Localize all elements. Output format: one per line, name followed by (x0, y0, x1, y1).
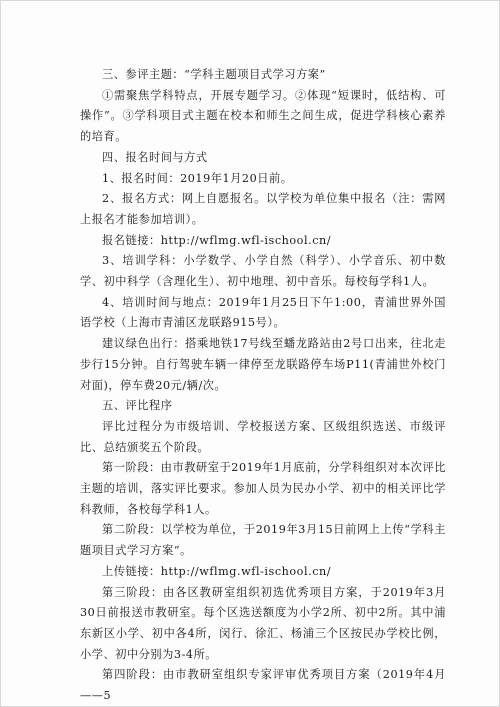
section-4-heading: 四、报名时间与方式 (102, 150, 208, 164)
stage-2: 第二阶段：以学校为单位，于2019年3月15日前网上上传“学科主题项目式学习方案”。 (80, 523, 446, 558)
registration-link: 报名链接：http://wflmg.wfl-ischool.cn/ (102, 233, 332, 247)
stage-3: 第三阶段：由各区教研室组织初选优秀项目方案，于2019年3月30日前报送市教研室。每个区选送额度为小学2所、初中2所。其中浦东新区小学、初中各4所，闵行、徐汇、杨浦三个区按民办学校比例，小学、初中分别为3-4所。 (80, 585, 446, 661)
evaluation-overview: 评比过程分为市级培训、学校报送方案、区级组织选送、市级评比、总结颁奖五个阶段。 (80, 419, 446, 454)
document-body (80, 65, 446, 707)
section-3-requirements: ①需聚焦学科特点，开展专题学习。②体现“短课时，低结构、可操作”。③学科项目式主题在校本和师生之间生成，促进学科核心素养的培育。 (80, 88, 446, 144)
green-travel-advice: 建议绿色出行：搭乘地铁17号线至蟠龙路站由2号口出来，往北走步行15分钟。自行驾驶车辆一律停至龙联路停车场P11(青浦世外校门对面)，停车费20元/辆/次。 (80, 337, 446, 392)
training-time-location: 4、培训时间与地点：2019年1月25日下午1:00，青浦世界外国语学校（上海市青浦区龙联路915号）。 (80, 295, 446, 330)
stage-1: 第一阶段：由市教研室于2019年1月底前，分学科组织对本次评比主题的培训，落实评比要求。参加人员为民办小学、初中的相关评比学科教师，各校每学科1人。 (80, 461, 446, 516)
stage-4: 第四阶段：由市教研室组织专家评审优秀项目方案（2019年4月——5 (80, 668, 446, 703)
section-3-heading: 三、参评主题：“学科主题项目式学习方案” (102, 68, 326, 81)
training-subjects: 3、培训学科：小学数学、小学自然（科学）、小学音乐、初中数学、初中科学（含理化生）、初中地理、初中音乐。每校每学科1人。 (80, 254, 446, 289)
upload-link: 上传链接：http://wflmg.wfl-ischool.cn/ (102, 564, 332, 578)
registration-time: 1、报名时间：2019年1月20日前。 (102, 171, 293, 185)
section-5-heading: 五、评比程序 (102, 399, 173, 413)
registration-method: 2、报名方式：网上自愿报名。以学校为单位集中报名（注：需网上报名才能参加培训）。 (80, 192, 446, 226)
